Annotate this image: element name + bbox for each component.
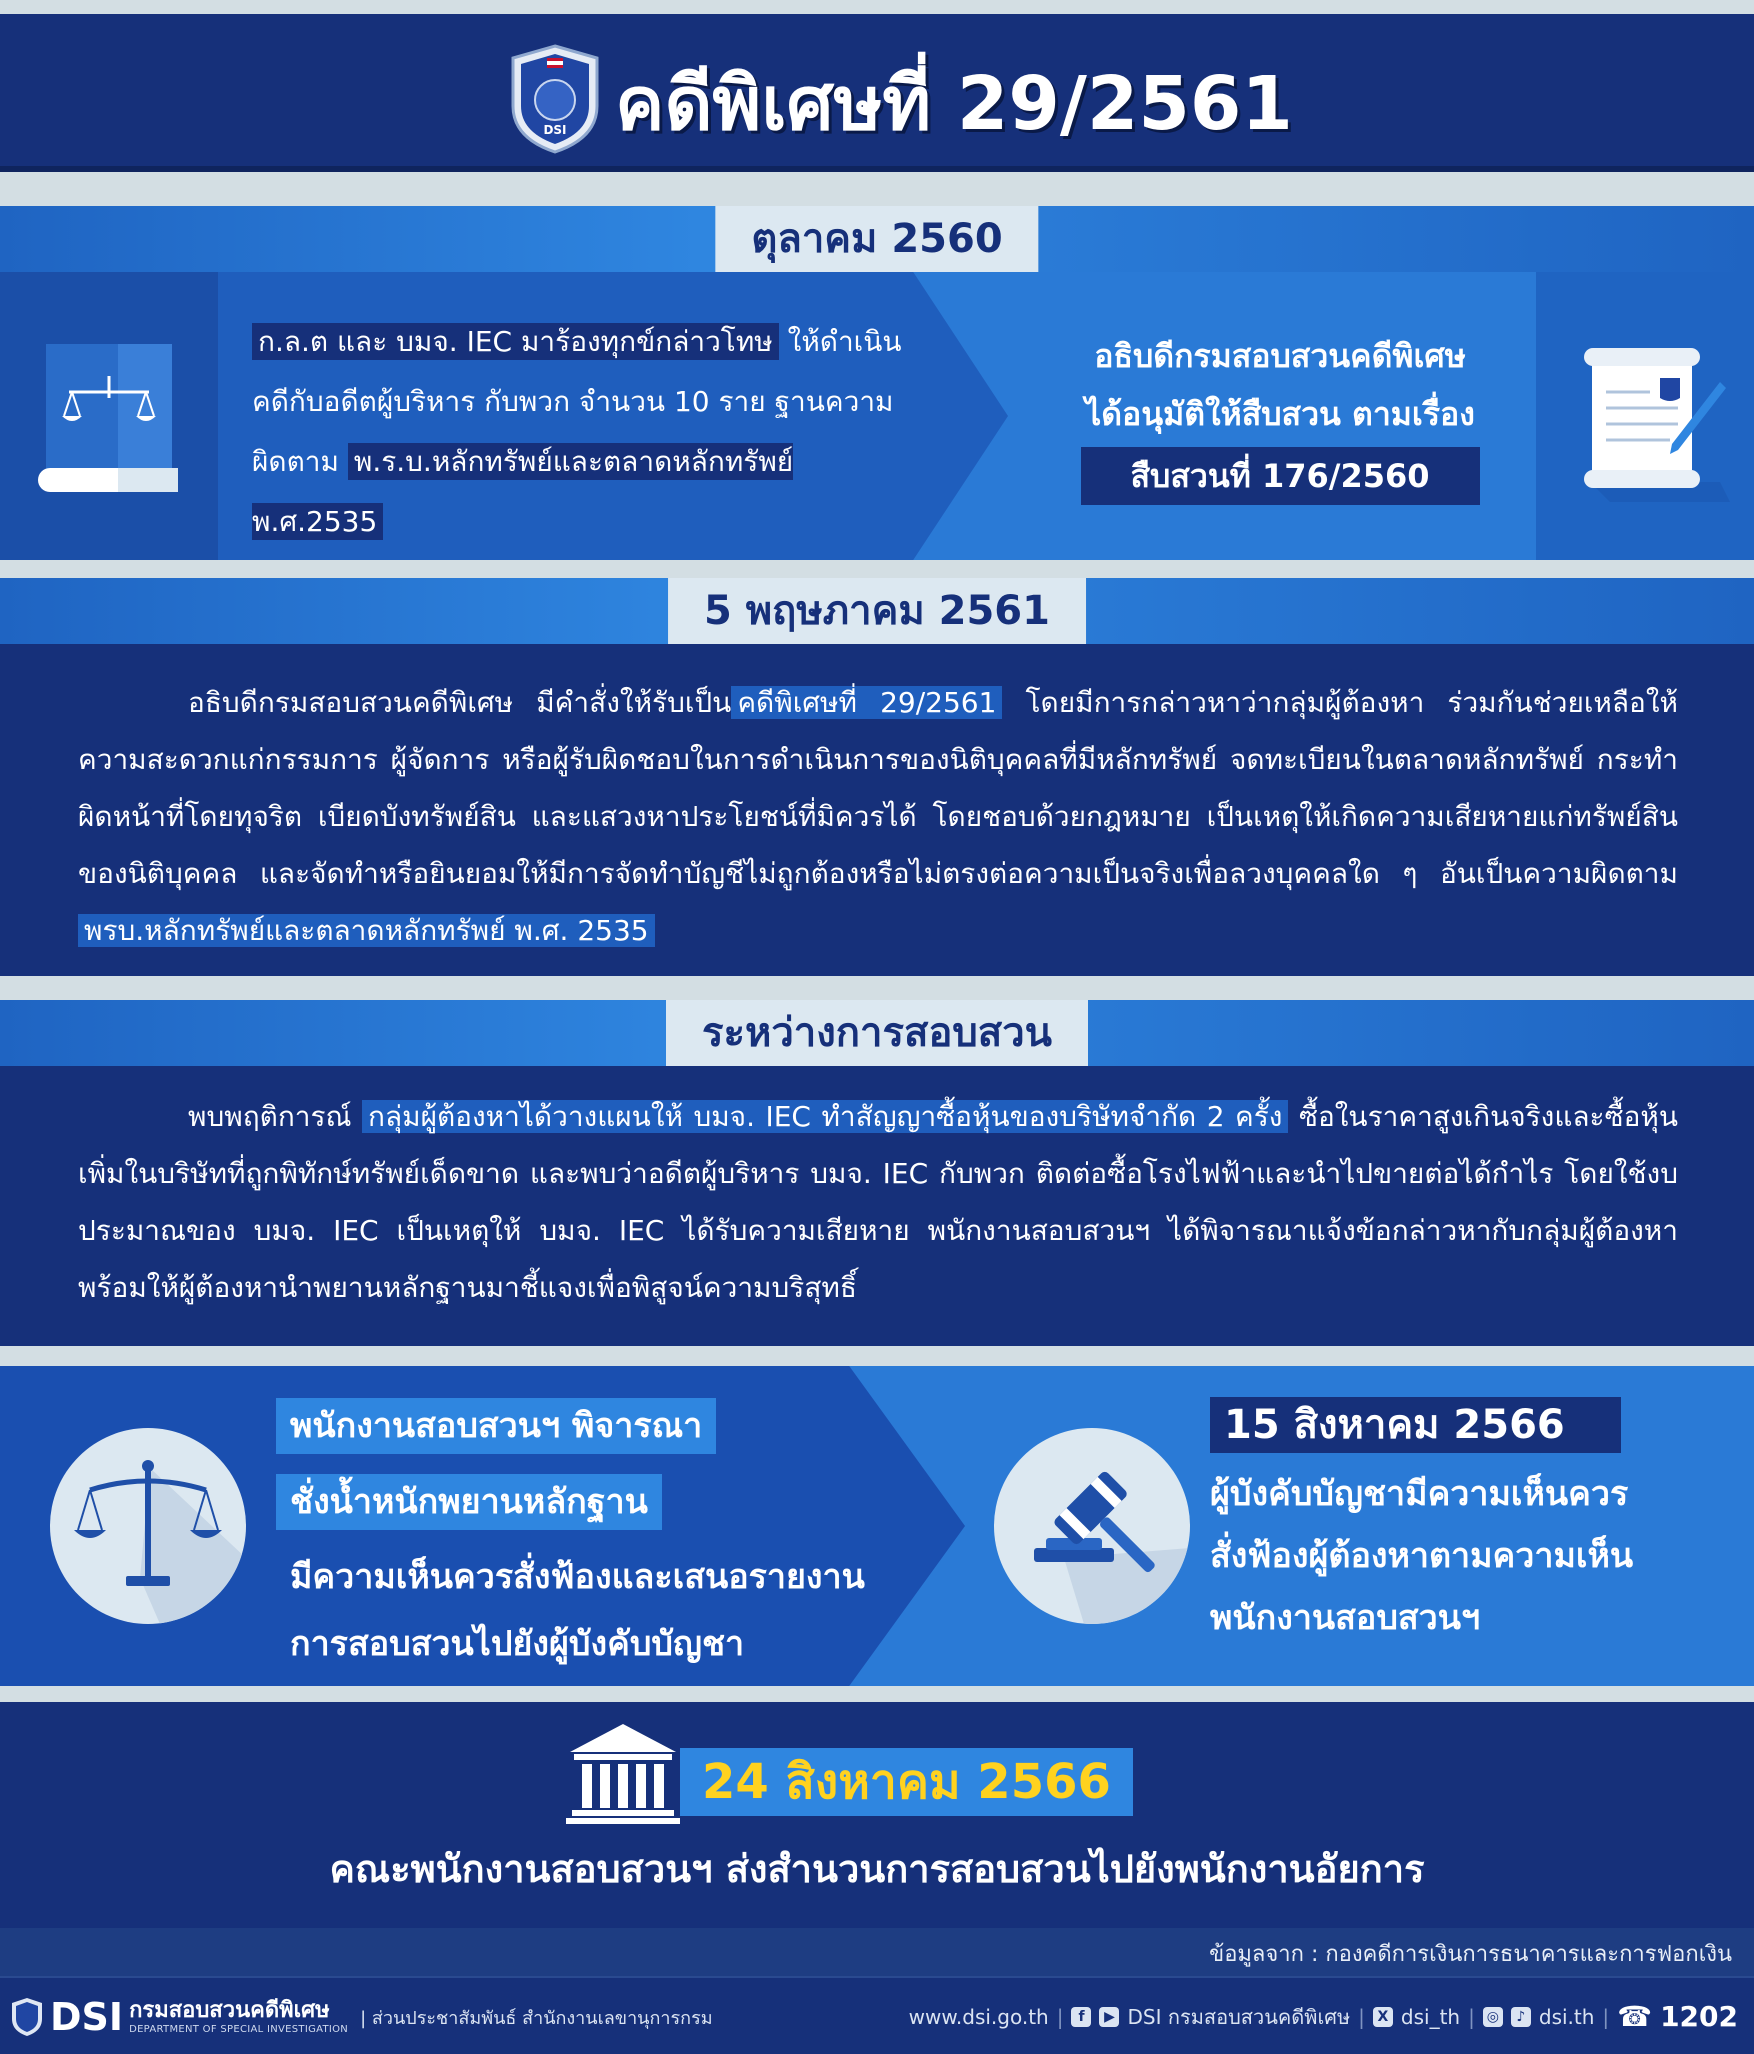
s4-right-line-2: สั่งฟ้องผู้ต้องหาตามความเห็น	[1210, 1536, 1634, 1576]
section2-paragraph	[78, 674, 1678, 959]
s4-band-2: ชั่งน้ำหนักพยานหลักฐาน	[276, 1474, 662, 1530]
s2-law-highlight: พรบ.หลักทรัพย์และตลาดหลักทรัพย์ พ.ศ. 2535	[78, 914, 655, 947]
footer-website-link[interactable]: www.dsi.go.th	[908, 2004, 1049, 2029]
section3-body	[0, 1066, 1754, 1346]
s4-line-4: การสอบสวนไปยังผู้บังคับบัญชา	[290, 1624, 745, 1664]
tiktok-icon[interactable]: ♪	[1511, 2007, 1531, 2027]
footer-division: | ส่วนประชาสัมพันธ์ สำนักงานเลขานุการกรม	[360, 2007, 713, 2029]
dsi-badge-icon	[10, 1997, 44, 2037]
gavel-circle	[994, 1428, 1190, 1624]
section3-paragraph	[78, 1088, 1678, 1316]
gavel-icon	[994, 1428, 1190, 1624]
section3-date: ระหว่างการสอบสวน	[666, 1000, 1088, 1066]
section2-body	[0, 644, 1754, 976]
footer-org	[10, 1988, 713, 2046]
s2-text-2: โดยมีการกล่าวหาว่ากลุ่มผู้ต้องหา ร่วมกันช่วยเหลือให้ความสะดวกแก่กรรมการ ผู้จัดการ หรือผู้รับผิดชอบในการดำเนินการของนิติบุคคลที่มีหลักทรัพย์ จดทะเบียนในตลาดหลักทรัพย์ กระทำผิดหน้าที่โดยทุจริต เบียดบังทรัพย์สิน และแสวงหาประโยชน์ที่มิควรได้ โดยชอบด้วยกฎหมาย เป็นเหตุให้เกิดความเสียหายแก่ทรัพย์สินของนิติบุคคล และจัดทำหรือยินยอมให้มีการจัดทำบัญชีไม่ถูกต้องหรือไม่ตรงต่อความเป็นจริงเพื่อลวงบุคคลใด ๆ อันเป็นความผิดตาม	[78, 686, 1678, 890]
section5-date: 24 สิงหาคม 2566	[680, 1748, 1133, 1816]
page-header	[0, 14, 1754, 172]
section4-body	[0, 1366, 1754, 1686]
footer-dsi-logo-text: DSI	[50, 1995, 124, 2039]
footer-x-link[interactable]: dsi_th	[1400, 2004, 1461, 2029]
s4-line-3: มีความเห็นควรสั่งฟ้องและเสนอรายงาน	[290, 1557, 865, 1597]
s2-text-1: อธิบดีกรมสอบสวนคดีพิเศษ มีคำสั่งให้รับเป็น	[188, 686, 732, 719]
s2-case-highlight: คดีพิเศษที่ 29/2561	[731, 686, 1002, 719]
svg-text:DSI: DSI	[543, 123, 567, 137]
x-icon[interactable]: X	[1373, 2007, 1393, 2027]
section1-approval-text	[1060, 327, 1500, 505]
footer-contacts	[909, 2000, 1738, 2033]
scales-of-justice-icon	[50, 1428, 246, 1624]
s3-text-2: ซื้อในราคาสูงเกินจริงและซื้อหุ้นเพิ่มในบริษัทที่ถูกพิทักษ์ทรัพย์เด็ดขาด และพบว่าอดีตผู้บริหาร บมจ. IEC กับพวก ติดต่อซื้อโรงไฟฟ้าและนำไปขายต่อได้กำไร โดยใช้งบประมาณของ บมจ. IEC เป็นเหตุให้ บมจ. IEC ได้รับความเสียหาย พนักงานสอบสวนฯ ได้พิจารณาแจ้งข้อกล่าวหากับกลุ่มผู้ต้องหา พร้อมให้ผู้ต้องหานำพยานหลักฐานมาชี้แจงเพื่อพิสูจน์ความบริสุทธิ์	[78, 1100, 1678, 1304]
law-highlight: พ.ร.บ.หลักทรัพย์และตลาดหลักทรัพย์ พ.ศ.2535	[252, 445, 794, 538]
section2-date: 5 พฤษภาคม 2561	[668, 578, 1086, 644]
footer-sep-3: |	[1468, 2004, 1475, 2029]
scales-circle	[50, 1428, 246, 1624]
source-strip	[0, 1928, 1754, 1976]
section5-body	[0, 1702, 1754, 1928]
footer-facebook-link[interactable]: DSI กรมสอบสวนคดีพิเศษ	[1127, 2004, 1351, 2029]
approval-line1: อธิบดีกรมสอบสวนคดีพิเศษ	[1094, 337, 1466, 375]
complaint-highlight: ก.ล.ต และ บมจ. IEC มาร้องทุกข์กล่าวโทษ	[252, 323, 779, 360]
document-pen-icon	[1570, 342, 1730, 502]
section4-right-text	[1210, 1396, 1730, 1649]
s3-text-1: พบพฤติการณ์	[188, 1100, 363, 1133]
facebook-icon[interactable]: f	[1071, 2007, 1091, 2027]
footer-sep-4: |	[1602, 2004, 1610, 2029]
youtube-icon[interactable]: ▶	[1099, 2007, 1119, 2027]
s4-band-1: พนักงานสอบสวนฯ พิจารณา	[276, 1398, 716, 1454]
section1-date: ตุลาคม 2560	[715, 206, 1038, 272]
law-book-panel	[0, 272, 218, 560]
section4-left-text	[276, 1388, 916, 1674]
section1-body	[0, 272, 1754, 560]
footer-org-en: DEPARTMENT OF SPECIAL INVESTIGATION	[129, 2023, 349, 2035]
footer-sep-1: |	[1056, 2004, 1064, 2029]
section5-text: คณะพนักงานสอบสวนฯ ส่งสำนวนการสอบสวนไปยังพนักงานอัยการ	[329, 1847, 1425, 1891]
dsi-emblem-icon	[505, 42, 605, 156]
s4-right-line-3: พนักงานสอบสวนฯ	[1210, 1598, 1481, 1638]
footer-tiktok-link[interactable]: dsi.th	[1538, 2004, 1595, 2029]
law-book-icon	[34, 338, 184, 498]
section1-complaint-text	[252, 312, 912, 552]
s4-right-date: 15 สิงหาคม 2566	[1210, 1397, 1621, 1453]
footer-org-th: กรมสอบสวนคดีพิเศษ	[129, 1997, 330, 2023]
phone-icon: ☎	[1617, 2000, 1653, 2033]
document-panel	[1536, 272, 1754, 560]
investigation-number: สืบสวนที่ 176/2560	[1081, 447, 1480, 505]
complaint-text: ให้ดำเนินคดีกับอดีตผู้บริหาร กับพวก จำนวน 10 ราย ฐานความผิดตาม	[252, 325, 902, 478]
footer-sep-2: |	[1358, 2004, 1365, 2029]
footer-org-names	[129, 1997, 349, 2035]
source-credit: ข้อมูลจาก : กองคดีการเงินการธนาคารและการฟอกเงิน	[1209, 1942, 1732, 1967]
footer-hotline[interactable]: 1202	[1660, 2000, 1738, 2033]
courthouse-icon	[566, 1722, 680, 1826]
page-title: คดีพิเศษที่ 29/2561	[615, 61, 1293, 147]
date-bar-3	[0, 1000, 1754, 1066]
instagram-icon[interactable]: ◎	[1483, 2007, 1503, 2027]
date-bar-1	[0, 206, 1754, 272]
date-bar-2	[0, 578, 1754, 644]
approval-line2: ได้อนุมัติให้สืบสวน ตามเรื่อง	[1085, 395, 1475, 433]
s4-right-line-1: ผู้บังคับบัญชามีความเห็นควร	[1210, 1474, 1629, 1514]
page-footer	[0, 1976, 1754, 2054]
s3-plan-highlight: กลุ่มผู้ต้องหาได้วางแผนให้ บมจ. IEC ทำสัญญาซื้อหุ้นของบริษัทจำกัด 2 ครั้ง	[362, 1100, 1288, 1133]
